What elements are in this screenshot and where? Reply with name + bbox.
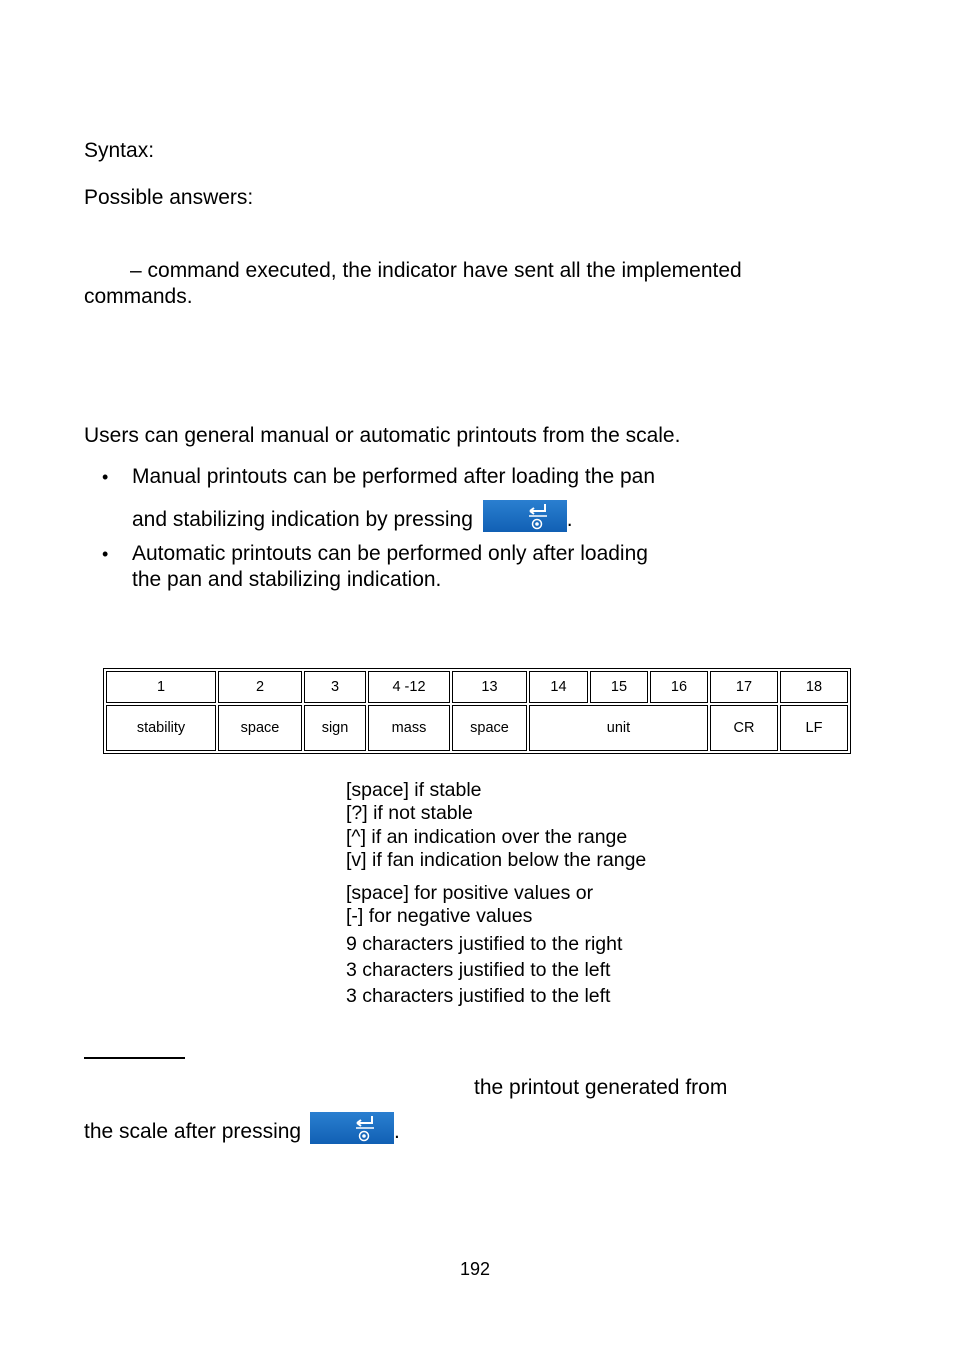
table-cell: mass (368, 705, 450, 751)
example-line-1: the printout generated from (474, 1076, 728, 1099)
sign-desc-2: [-] for negative values (346, 905, 533, 927)
table-cell: space (452, 705, 527, 751)
table-cell: 4 -12 (368, 671, 450, 703)
answers-label: Possible answers: (84, 186, 254, 209)
table-cell: 13 (452, 671, 527, 703)
table-row (106, 671, 848, 703)
unit-desc-2: 3 characters justified to the left (346, 985, 611, 1007)
table-cell: 16 (650, 671, 708, 703)
bullet-2-line-2: the pan and stabilizing indication. (132, 568, 442, 591)
bullet-1-line-1: Manual printouts can be performed after loading the pan (132, 465, 656, 488)
stability-desc-4: [v] if fan indication below the range (346, 849, 647, 871)
table-cell: CR (710, 705, 778, 751)
bullet-marker: • (102, 544, 109, 564)
bullet-2-line-1: Automatic printouts can be performed only after loading (132, 542, 648, 565)
table-cell: 18 (780, 671, 848, 703)
example-text: the scale after pressing (84, 1120, 302, 1143)
bullet-marker: • (102, 467, 109, 487)
table-cell: 1 (106, 671, 216, 703)
table-cell: stability (106, 705, 216, 751)
stability-desc-3: [^] if an indication over the range (346, 826, 628, 848)
table-cell: sign (304, 705, 366, 751)
table-cell: space (218, 705, 302, 751)
period: . (393, 1120, 400, 1143)
example-line-2 (84, 1112, 400, 1145)
page-number: 192 (460, 1259, 491, 1279)
stability-desc-1: [space] if stable (346, 779, 482, 801)
table-cell: 2 (218, 671, 302, 703)
print-enter-key-icon (483, 500, 567, 532)
table-cell: unit (529, 705, 708, 751)
table-cell: 17 (710, 671, 778, 703)
bullet-1-line-2 (132, 500, 573, 533)
unit-desc: 3 characters justified to the left (346, 959, 611, 981)
table-row (106, 705, 848, 751)
mass-desc: 9 characters justified to the right (346, 933, 623, 955)
section-underline (84, 1057, 185, 1059)
printout-frame-table (103, 668, 851, 754)
table-cell: LF (780, 705, 848, 751)
answer-line-1: – command executed, the indicator have sent all the implemented (130, 259, 742, 282)
table-cell: 15 (590, 671, 648, 703)
table-cell: 3 (304, 671, 366, 703)
stability-desc-2: [?] if not stable (346, 802, 473, 824)
period: . (566, 508, 573, 531)
sign-desc-1: [space] for positive values or (346, 882, 594, 904)
answer-line-2: commands. (84, 285, 193, 308)
intro-text: Users can general manual or automatic printouts from the scale. (84, 424, 681, 447)
syntax-label: Syntax: (84, 139, 155, 162)
bullet-1-text: and stabilizing indication by pressing (132, 508, 473, 531)
table-cell: 14 (529, 671, 588, 703)
print-enter-key-icon (310, 1112, 394, 1144)
